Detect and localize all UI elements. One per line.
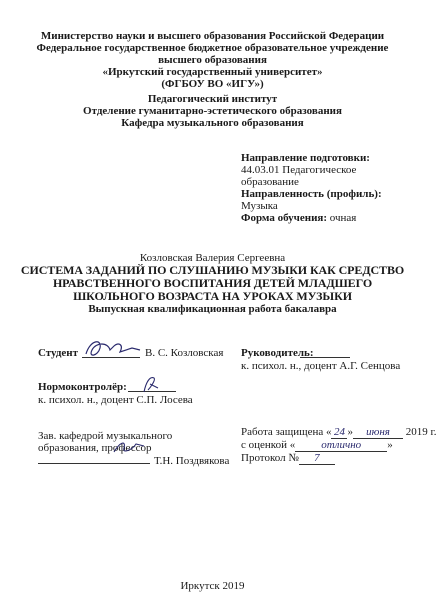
direction-label: Направление подготовки:: [241, 152, 370, 164]
direction-value-2: образование: [241, 176, 299, 188]
study-form: [241, 212, 356, 224]
thesis-title-line-2: НРАВСТВЕННОГО ВОСПИТАНИЯ ДЕТЕЙ МЛАДШЕГО: [52, 276, 373, 290]
division-name: Отделение гуманитарно-эстетического образования: [83, 105, 342, 117]
thesis-subtitle: Выпускная квалификационная работа бакалавра: [88, 303, 337, 315]
normcontrol-value: к. психол. н., доцент С.П. Лосева: [38, 394, 193, 406]
grade-value: отлично: [295, 439, 387, 452]
department-name: Кафедра музыкального образования: [121, 117, 304, 129]
defense-grade: [241, 439, 393, 452]
head-position-line-2: образования, профессор: [38, 442, 152, 454]
form-value: очная: [327, 212, 357, 224]
student-name: В. С. Козловская: [145, 347, 224, 359]
institution-type-line: Федеральное государственное бюджетное образовательное учреждение: [36, 42, 389, 54]
protocol-number: 7: [299, 452, 335, 465]
education-level-line: высшего образования: [158, 54, 267, 66]
form-label: Форма обучения:: [241, 212, 328, 224]
direction-value-1: 44.03.01 Педагогическое: [241, 164, 357, 176]
thesis-title-line-1: СИСТЕМА ЗАДАНИЙ ПО СЛУШАНИЮ МУЗЫКИ КАК СРЕДСТВО: [20, 263, 405, 277]
grade-prefix: с оценкой «: [241, 439, 296, 451]
protocol-prefix: Протокол №: [241, 452, 299, 464]
grade-suffix: »: [387, 439, 393, 451]
author-name: Козловская Валерия Сергеевна: [139, 252, 286, 264]
head-position-line-1: Зав. кафедрой музыкального: [38, 430, 173, 442]
student-label: Студент: [38, 347, 79, 359]
student-signature: [80, 336, 142, 362]
defense-day: 24: [331, 426, 347, 439]
supervisor-signature-line: [300, 357, 350, 358]
normcontrol-signature: [136, 372, 166, 396]
defense-month: июня: [353, 426, 403, 439]
defense-date-prefix: Работа защищена «: [241, 426, 332, 438]
head-name: Т.Н. Поздвякова: [154, 455, 230, 467]
city-year: Иркутск 2019: [180, 580, 245, 592]
university-abbr: (ФГБОУ ВО «ИГУ»): [161, 78, 264, 90]
ministry-line: Министерство науки и высшего образования Российской Федерации: [40, 30, 385, 42]
defense-date: [241, 426, 437, 439]
normcontrol-label: Нормоконтролёр:: [38, 381, 127, 393]
head-signature-line: [38, 463, 150, 464]
thesis-title-line-3: ШКОЛЬНОГО ВОЗРАСТА НА УРОКАХ МУЗЫКИ: [73, 289, 352, 303]
institute-name: Педагогический институт: [147, 93, 278, 105]
defense-year: 2019 г.: [405, 426, 437, 438]
profile-label: Направленность (профиль):: [241, 188, 382, 200]
university-name: «Иркутский государственный университет»: [102, 66, 323, 78]
defense-date-close: »: [347, 426, 353, 438]
supervisor-label: Руководитель:: [241, 347, 314, 359]
protocol: [241, 452, 335, 465]
profile-value: Музыка: [241, 200, 278, 212]
head-signature: [110, 436, 150, 458]
supervisor-value: к. психол. н., доцент А.Г. Сенцова: [241, 360, 401, 372]
